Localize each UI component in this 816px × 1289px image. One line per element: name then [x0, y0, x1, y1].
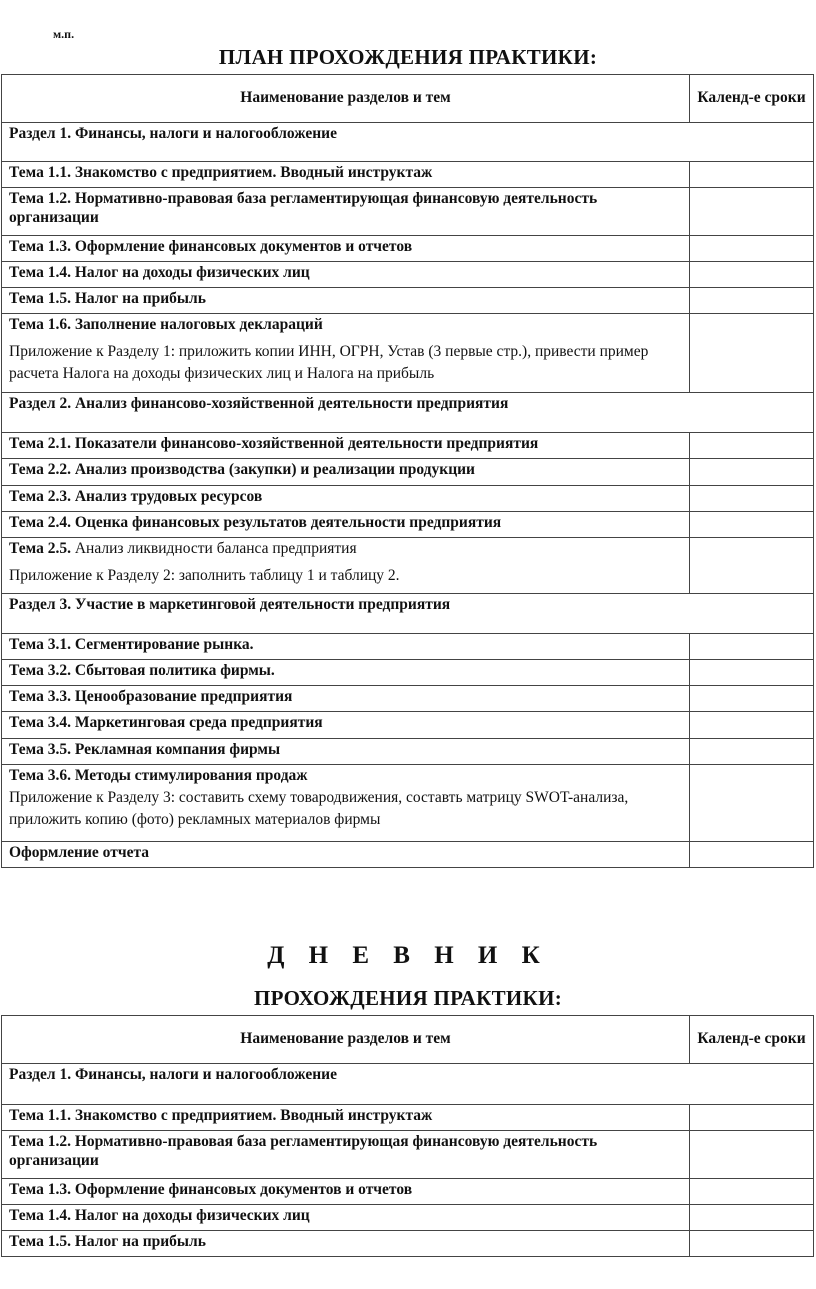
section-row [2, 123, 814, 162]
topic-title: Тема 3.1. Сегментирование рынка. [2, 634, 690, 660]
date-cell[interactable] [690, 1105, 814, 1131]
table-row [2, 686, 814, 712]
date-cell[interactable] [690, 538, 814, 594]
column-header-dates: Календ-е сроки [690, 75, 814, 123]
table-row [2, 1131, 814, 1179]
date-cell[interactable] [690, 459, 814, 486]
column-header-dates: Календ-е сроки [690, 1016, 814, 1064]
topic-title: Тема 1.6. Заполнение налоговых деклараций [9, 316, 323, 333]
date-cell[interactable] [690, 162, 814, 188]
topic-title: Тема 3.6. Методы стимулирования продаж [9, 767, 308, 784]
topic-title: Тема 1.5. Налог на прибыль [2, 1231, 690, 1257]
date-cell[interactable] [690, 1179, 814, 1205]
table-row [2, 433, 814, 459]
topic-title: Тема 3.3. Ценообразование предприятия [2, 686, 690, 712]
topic-title: Тема 2.2. Анализ производства (закупки) и реализации продукции [2, 459, 690, 486]
date-cell[interactable] [690, 842, 814, 868]
topic-title: Тема 1.5. Налог на прибыль [2, 288, 690, 314]
topic-title: Тема 1.4. Налог на доходы физических лиц [2, 262, 690, 288]
date-cell[interactable] [690, 512, 814, 538]
table-row [2, 288, 814, 314]
topic-title: Тема 1.4. Налог на доходы физических лиц [2, 1205, 690, 1231]
topic-title: Тема 3.5. Рекламная компания фирмы [2, 739, 690, 765]
date-cell[interactable] [690, 486, 814, 512]
table-row [2, 739, 814, 765]
date-cell[interactable] [690, 236, 814, 262]
table-row [2, 262, 814, 288]
topic-title: Тема 1.3. Оформление финансовых документов и отчетов [2, 236, 690, 262]
table-row [2, 634, 814, 660]
date-cell[interactable] [690, 712, 814, 739]
table-header-row [2, 1016, 814, 1064]
topic-title: Тема 2.4. Оценка финансовых результатов деятельности предприятия [2, 512, 690, 538]
table-row [2, 1231, 814, 1257]
date-cell[interactable] [690, 1131, 814, 1179]
table-row [2, 1179, 814, 1205]
date-cell[interactable] [690, 433, 814, 459]
table-row [2, 162, 814, 188]
date-cell[interactable] [690, 262, 814, 288]
table-row [2, 660, 814, 686]
table-row [2, 314, 814, 393]
diary-table [1, 1015, 814, 1257]
appendix-note: Приложение к Разделу 2: заполнить таблицу 1 и таблицу 2. [9, 566, 400, 584]
table-row [2, 842, 814, 868]
table-row [2, 1105, 814, 1131]
section-row [2, 1064, 814, 1105]
table-row [2, 486, 814, 512]
topic-title: Оформление отчета [2, 842, 690, 868]
date-cell[interactable] [690, 1205, 814, 1231]
topic-title: Тема 1.1. Знакомство с предприятием. Вводный инструктаж [2, 1105, 690, 1131]
appendix-note: Приложение к Разделу 3: составить схему товародвижения, составть матрицу SWOT-анализа, приложить копию (фото) рекламных материалов фирмы [9, 788, 629, 829]
topic-title: Тема 1.2. Нормативно-правовая база регламентирующая финансовую деятельность организации [2, 1131, 690, 1179]
date-cell[interactable] [690, 314, 814, 393]
date-cell[interactable] [690, 634, 814, 660]
section-row [2, 594, 814, 634]
stamp-label: м.п. [53, 27, 75, 41]
topic-title: Тема 2.1. Показатели финансово-хозяйственной деятельности предприятия [2, 433, 690, 459]
diary-title: Д Н Е В Н И К [267, 942, 549, 969]
topic-title: Тема 3.4. Маркетинговая среда предприятия [2, 712, 690, 739]
topic-title: Тема 1.1. Знакомство с предприятием. Вводный инструктаж [2, 162, 690, 188]
topic-label: Тема 2.5. [9, 540, 71, 557]
table-row [2, 459, 814, 486]
topic-title-rest: Анализ ликвидности баланса предприятия [70, 540, 357, 557]
topic-title: Тема 1.2. Нормативно-правовая база регламентирующая финансовую деятельность организации [2, 188, 690, 236]
section-title: Раздел 2. Анализ финансово-хозяйственной деятельности предприятия [2, 393, 814, 433]
topic-cell [2, 765, 690, 842]
topic-title: Тема 3.2. Сбытовая политика фирмы. [2, 660, 690, 686]
diary-subtitle: ПРОХОЖДЕНИЯ ПРАКТИКИ: [253, 986, 562, 1010]
date-cell[interactable] [690, 188, 814, 236]
table-row [2, 236, 814, 262]
topic-title: Тема 2.3. Анализ трудовых ресурсов [2, 486, 690, 512]
topic-cell [2, 314, 690, 393]
section-title: Раздел 1. Финансы, налоги и налогообложение [2, 123, 814, 162]
topic-title: Тема 1.3. Оформление финансовых документов и отчетов [2, 1179, 690, 1205]
column-header-topics: Наименование разделов и тем [2, 75, 690, 123]
date-cell[interactable] [690, 686, 814, 712]
table-row [2, 765, 814, 842]
table-row [2, 712, 814, 739]
table-header-row [2, 75, 814, 123]
appendix-note: Приложение к Разделу 1: приложить копии ИНН, ОГРН, Устав (3 первые стр.), привести пример расчета Налога на доходы физических лиц и Налога на прибыль [9, 342, 649, 383]
column-header-topics: Наименование разделов и тем [2, 1016, 690, 1064]
section-row [2, 393, 814, 433]
table-row [2, 538, 814, 594]
date-cell[interactable] [690, 739, 814, 765]
date-cell[interactable] [690, 765, 814, 842]
table-row [2, 188, 814, 236]
section-title: Раздел 1. Финансы, налоги и налогообложение [2, 1064, 814, 1105]
table-row [2, 1205, 814, 1231]
table-row [2, 512, 814, 538]
topic-cell [2, 538, 690, 594]
date-cell[interactable] [690, 660, 814, 686]
plan-table [1, 74, 814, 868]
plan-title: ПЛАН ПРОХОЖДЕНИЯ ПРАКТИКИ: [218, 45, 598, 69]
section-title: Раздел 3. Участие в маркетинговой деятельности предприятия [2, 594, 814, 634]
date-cell[interactable] [690, 288, 814, 314]
date-cell[interactable] [690, 1231, 814, 1257]
